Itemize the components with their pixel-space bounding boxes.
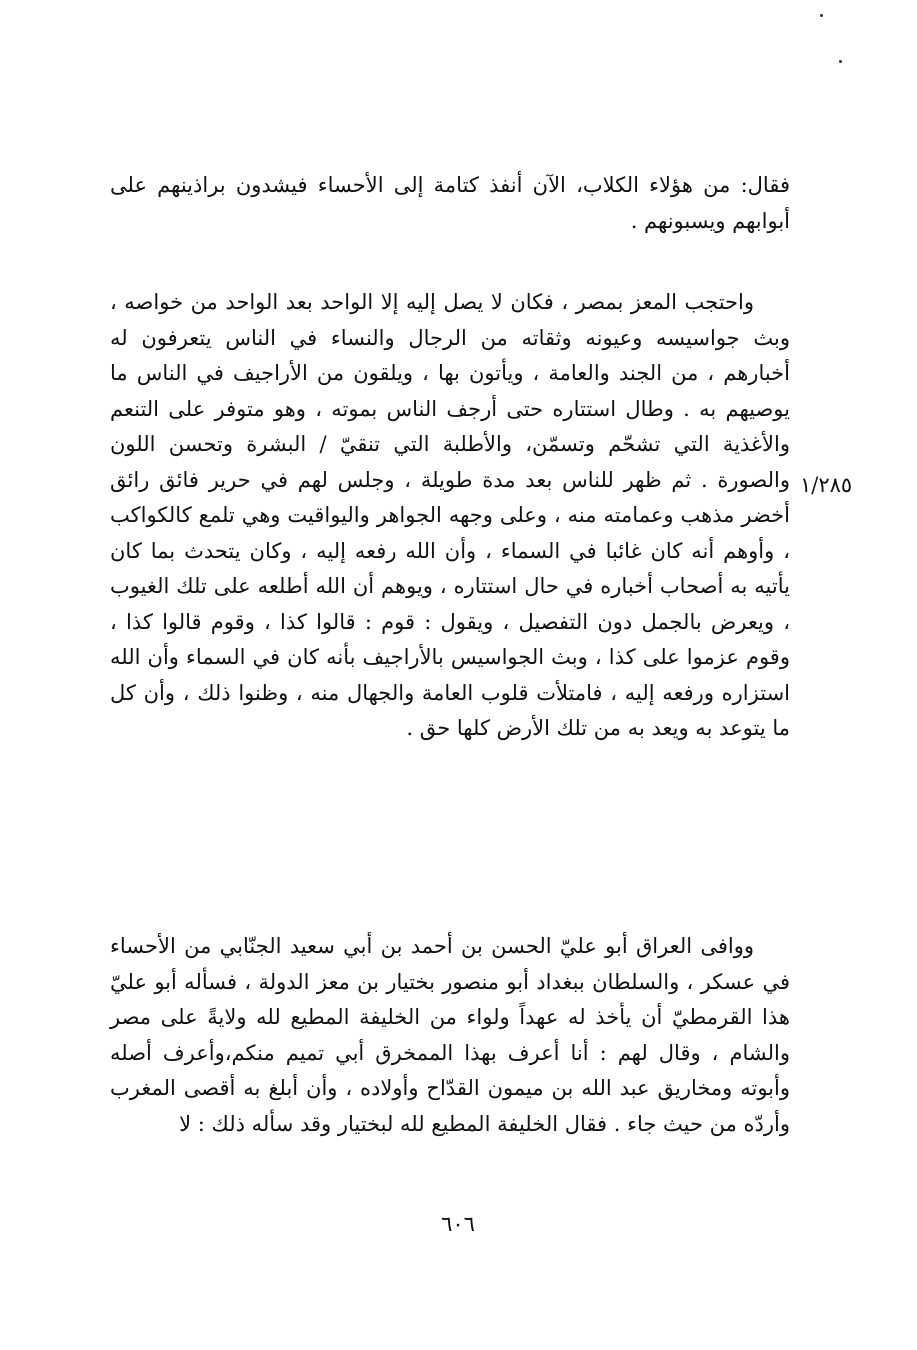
page-number: ٦٠٦ bbox=[441, 1212, 475, 1236]
paragraph-2 bbox=[110, 285, 790, 747]
paragraph-text: واحتجب المعز بمصر ، فكان لا يصل إليه إلا الواحد بعد الواحد من خواصه ، وبث جواسيسه وعيونه وثقاته من الرجال والنساء في الناس يتعرفون له أخبارهم ، من الجند والعامة ، ويأتون بها ، ويلقون من الأراجيف في الناس ما يوصيهم به . وطال استتاره حتى أرجف الناس بموته ، وهو متوفر على التنعم والأغذية التي تشحّم وتسمّن، والأطلبة التي تنقيّ / البشرة وتحسن اللون والصورة . ثم ظهر للناس بعد مدة طويلة ، وجلس لهم في حرير فائق رائق أخضر مذهب وعمامته منه ، وعلى وجهه الجواهر واليواقيت وهي تلمع كالكواكب ، وأوهم أنه كان غائبا في السماء ، وأن الله رفعه إليه ، وكان يتحدث بما كان يأتيه به أصحاب أخباره في حال استتاره ، ويوهم أن الله أطلعه على تلك الغيوب ، ويعرض بالجمل دون التفصيل ، ويقول : قوم : قالوا كذا ، وقوم قالوا كذا ، وقوم عزموا على كذا ، وبث الجواسيس بالأراجيف بأنه كان في السماء وأن الله استزاره ورفعه إليه ، فامتلأت قلوب العامة والجهال منه ، وظنوا ذلك ، وأن كل ما يتوعد به ويعد به من تلك الأرض كلها حق . bbox=[110, 290, 790, 740]
paragraph-text: فقال: من هؤلاء الكلاب، الآن أنفذ كتامة إلى الأحساء فيشدون براذينهم على أبوابهم ويسبونهم . bbox=[110, 173, 790, 233]
paragraph-3 bbox=[110, 929, 790, 1142]
paragraph-text: ووافى العراق أبو عليّ الحسن بن أحمد بن أبي سعيد الجنّابي من الأحساء في عسكر ، والسلطان ببغداد أبو منصور بختيار بن معز الدولة ، فسأله أبو عليّ هذا القرمطيّ أن يأخذ له عهداً ولواء من الخليفة المطيع لله ولايةً على مصر والشام ، وقال لهم : أنا أعرف بهذا الممخرق أبي تميم منكم،وأعرف أصله وأبوته ومخاريق عبد الله بن ميمون القدّاح وأولاده ، وأن أبلغ به أقصى المغرب وأردّه من حيث جاء . فقال الخليفة المطيع لله لبختيار وقد سأله ذلك : لا bbox=[110, 934, 790, 1136]
margin-reference: ١/٢٨٥ bbox=[800, 473, 853, 497]
paragraph-1 bbox=[110, 168, 790, 239]
ink-speck bbox=[839, 60, 842, 63]
ink-speck bbox=[820, 14, 823, 17]
